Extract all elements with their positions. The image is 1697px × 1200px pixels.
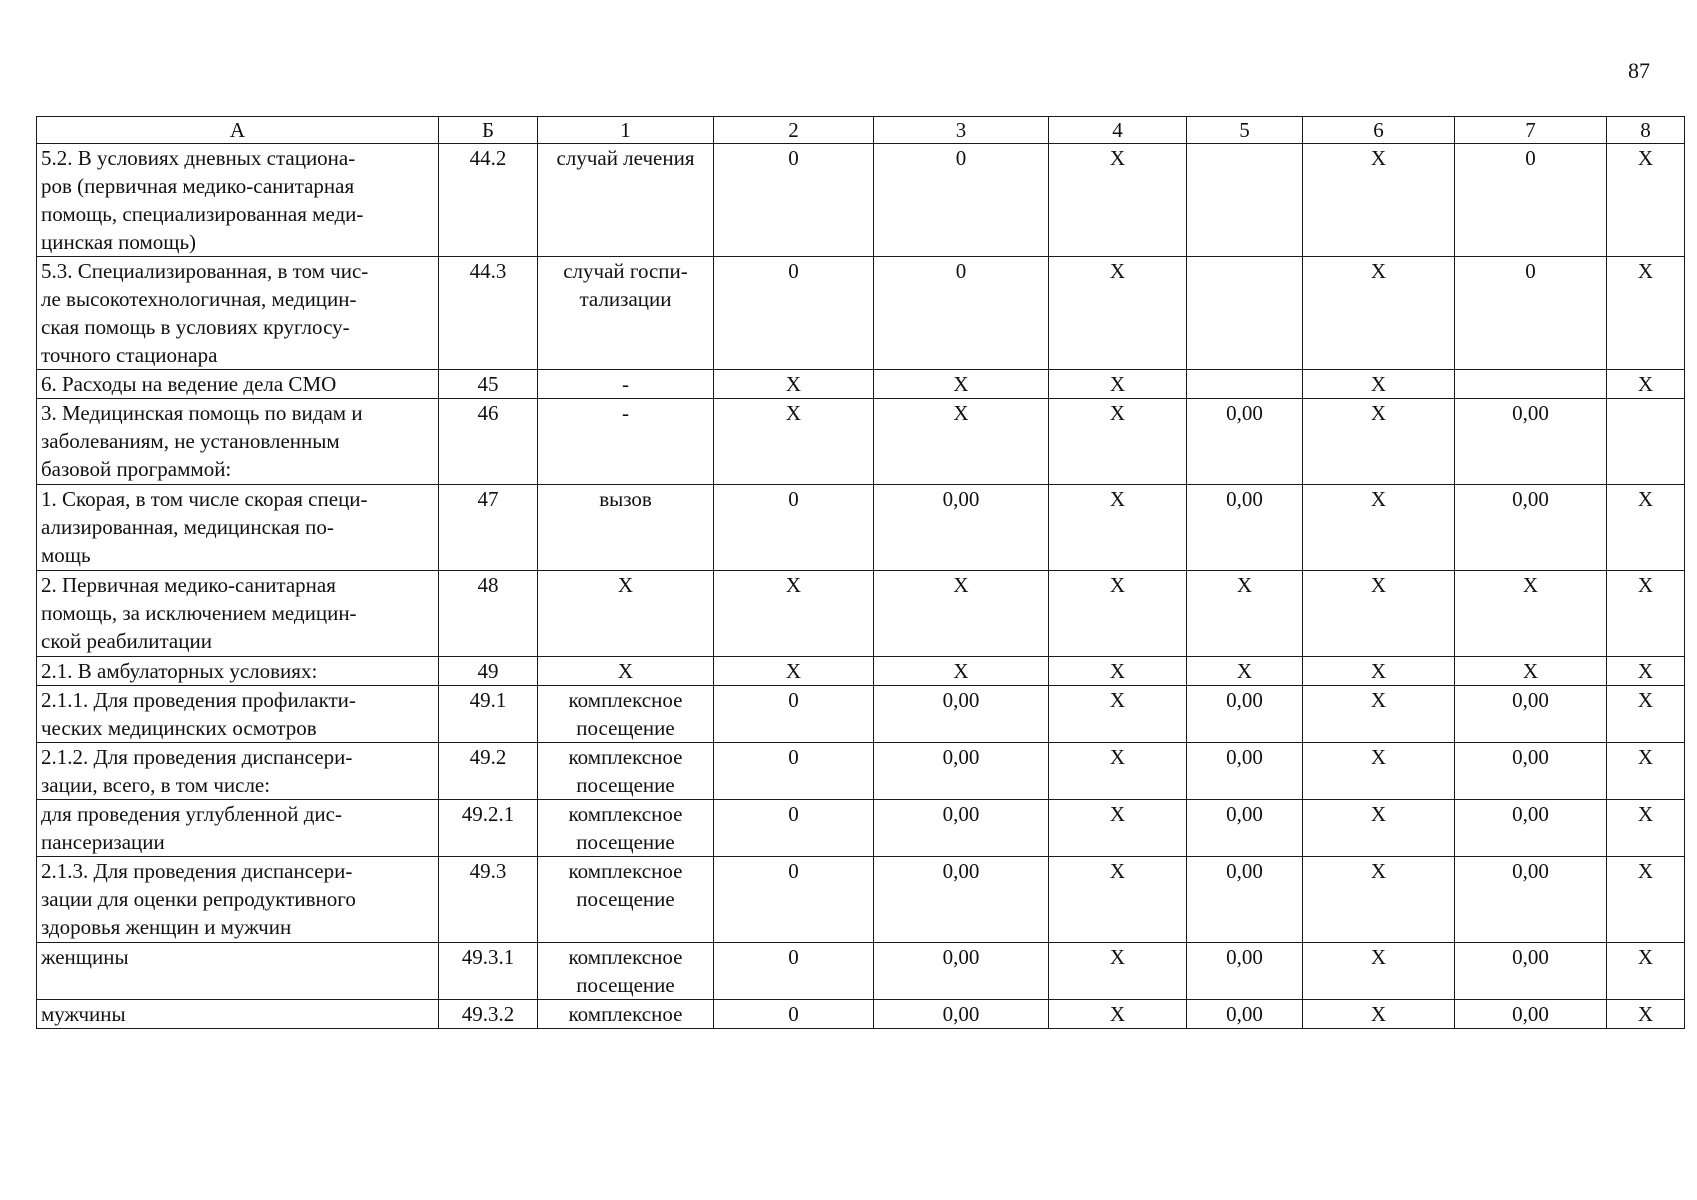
- value-col-2: 0: [714, 485, 874, 571]
- unit-cell: комплексное посещение: [538, 800, 714, 857]
- value-col-2: 0: [714, 144, 874, 257]
- value-col-7: 0,00: [1455, 857, 1607, 943]
- column-header: 3: [874, 117, 1049, 144]
- row-label: женщины: [37, 943, 439, 1000]
- row-code: 49: [439, 657, 538, 686]
- row-code: 45: [439, 370, 538, 399]
- row-code: 49.3.1: [439, 943, 538, 1000]
- unit-cell: комплексное посещение: [538, 857, 714, 943]
- value-col-3: 0,00: [874, 800, 1049, 857]
- value-col-3: 0,00: [874, 943, 1049, 1000]
- value-col-6: X: [1303, 257, 1455, 370]
- row-code: 46: [439, 399, 538, 485]
- value-col-8: X: [1607, 144, 1685, 257]
- value-col-6: X: [1303, 743, 1455, 800]
- row-code: 44.2: [439, 144, 538, 257]
- value-col-6: X: [1303, 943, 1455, 1000]
- table-row: [37, 144, 1685, 257]
- value-col-7: 0: [1455, 257, 1607, 370]
- unit-cell: X: [538, 657, 714, 686]
- value-col-3: X: [874, 657, 1049, 686]
- value-col-7: [1455, 370, 1607, 399]
- table-row: [37, 257, 1685, 370]
- value-col-5: 0,00: [1187, 1000, 1303, 1029]
- value-col-5: [1187, 144, 1303, 257]
- row-label: 3. Медицинская помощь по видам и заболеваниям, не установленным базовой программой:: [37, 399, 439, 485]
- row-code: 49.3.2: [439, 1000, 538, 1029]
- value-col-3: 0: [874, 257, 1049, 370]
- column-header: Б: [439, 117, 538, 144]
- unit-cell: комплексное посещение: [538, 686, 714, 743]
- unit-cell: -: [538, 370, 714, 399]
- value-col-5: 0,00: [1187, 743, 1303, 800]
- column-header: 7: [1455, 117, 1607, 144]
- row-label: 2.1. В амбулаторных условиях:: [37, 657, 439, 686]
- column-header: А: [37, 117, 439, 144]
- value-col-4: X: [1049, 686, 1187, 743]
- row-label: 5.3. Специализированная, в том чис- ле высокотехнологичная, медицин- ская помощь в условиях круглосу- точного стационара: [37, 257, 439, 370]
- value-col-5: X: [1187, 657, 1303, 686]
- table-row: [37, 743, 1685, 800]
- row-label: 2.1.1. Для проведения профилакти- ческих медицинских осмотров: [37, 686, 439, 743]
- table-row: [37, 571, 1685, 657]
- value-col-3: X: [874, 571, 1049, 657]
- column-header: 6: [1303, 117, 1455, 144]
- row-label: 6. Расходы на ведение дела СМО: [37, 370, 439, 399]
- table-row: [37, 370, 1685, 399]
- unit-cell: X: [538, 571, 714, 657]
- row-label: 1. Скорая, в том числе скорая специ- ализированная, медицинская по- мощь: [37, 485, 439, 571]
- value-col-8: X: [1607, 485, 1685, 571]
- value-col-5: 0,00: [1187, 399, 1303, 485]
- table-row: [37, 857, 1685, 943]
- unit-cell: вызов: [538, 485, 714, 571]
- value-col-8: [1607, 399, 1685, 485]
- value-col-8: X: [1607, 943, 1685, 1000]
- row-label: 2.1.2. Для проведения диспансери- зации, всего, в том числе:: [37, 743, 439, 800]
- value-col-8: X: [1607, 857, 1685, 943]
- table-body: [37, 144, 1685, 1029]
- page-number: 87: [1628, 58, 1650, 83]
- value-col-5: 0,00: [1187, 686, 1303, 743]
- value-col-7: 0,00: [1455, 800, 1607, 857]
- row-label: 2. Первичная медико-санитарная помощь, за исключением медицин- ской реабилитации: [37, 571, 439, 657]
- value-col-4: X: [1049, 943, 1187, 1000]
- value-col-3: 0,00: [874, 743, 1049, 800]
- value-col-3: 0: [874, 144, 1049, 257]
- value-col-4: X: [1049, 485, 1187, 571]
- row-label: 2.1.3. Для проведения диспансери- зации для оценки репродуктивного здоровья женщин и мужчин: [37, 857, 439, 943]
- value-col-2: X: [714, 657, 874, 686]
- value-col-2: X: [714, 571, 874, 657]
- value-col-5: [1187, 370, 1303, 399]
- unit-cell: случай госпи- тализации: [538, 257, 714, 370]
- value-col-7: 0,00: [1455, 743, 1607, 800]
- row-code: 49.3: [439, 857, 538, 943]
- value-col-5: 0,00: [1187, 943, 1303, 1000]
- row-code: 47: [439, 485, 538, 571]
- column-header: 1: [538, 117, 714, 144]
- value-col-5: X: [1187, 571, 1303, 657]
- value-col-4: X: [1049, 257, 1187, 370]
- value-col-5: 0,00: [1187, 485, 1303, 571]
- table-row: [37, 800, 1685, 857]
- value-col-3: X: [874, 370, 1049, 399]
- row-label: для проведения углубленной дис- пансеризации: [37, 800, 439, 857]
- value-col-4: X: [1049, 144, 1187, 257]
- value-col-6: X: [1303, 800, 1455, 857]
- row-code: 49.2.1: [439, 800, 538, 857]
- table-row: [37, 943, 1685, 1000]
- row-code: 49.2: [439, 743, 538, 800]
- value-col-4: X: [1049, 657, 1187, 686]
- data-table: [36, 116, 1685, 1029]
- unit-cell: комплексное посещение: [538, 943, 714, 1000]
- value-col-7: 0,00: [1455, 399, 1607, 485]
- value-col-6: X: [1303, 399, 1455, 485]
- row-label: мужчины: [37, 1000, 439, 1029]
- value-col-2: 0: [714, 686, 874, 743]
- value-col-4: X: [1049, 571, 1187, 657]
- value-col-2: 0: [714, 857, 874, 943]
- value-col-4: X: [1049, 399, 1187, 485]
- value-col-3: 0,00: [874, 485, 1049, 571]
- value-col-2: X: [714, 399, 874, 485]
- table-row: [37, 1000, 1685, 1029]
- row-code: 44.3: [439, 257, 538, 370]
- value-col-8: X: [1607, 370, 1685, 399]
- value-col-6: X: [1303, 485, 1455, 571]
- table-header-row: [37, 117, 1685, 144]
- column-header: 8: [1607, 117, 1685, 144]
- value-col-2: 0: [714, 1000, 874, 1029]
- value-col-6: X: [1303, 571, 1455, 657]
- value-col-6: X: [1303, 370, 1455, 399]
- value-col-7: 0,00: [1455, 686, 1607, 743]
- table-row: [37, 686, 1685, 743]
- value-col-2: 0: [714, 257, 874, 370]
- value-col-4: X: [1049, 743, 1187, 800]
- value-col-4: X: [1049, 1000, 1187, 1029]
- value-col-7: 0: [1455, 144, 1607, 257]
- value-col-7: X: [1455, 657, 1607, 686]
- unit-cell: комплексное посещение: [538, 743, 714, 800]
- column-header: 5: [1187, 117, 1303, 144]
- unit-cell: -: [538, 399, 714, 485]
- value-col-6: X: [1303, 686, 1455, 743]
- value-col-6: X: [1303, 857, 1455, 943]
- value-col-3: X: [874, 399, 1049, 485]
- value-col-6: X: [1303, 144, 1455, 257]
- row-code: 48: [439, 571, 538, 657]
- column-header: 4: [1049, 117, 1187, 144]
- value-col-7: 0,00: [1455, 1000, 1607, 1029]
- value-col-6: X: [1303, 1000, 1455, 1029]
- value-col-3: 0,00: [874, 857, 1049, 943]
- table-row: [37, 399, 1685, 485]
- row-code: 49.1: [439, 686, 538, 743]
- value-col-4: X: [1049, 370, 1187, 399]
- value-col-7: X: [1455, 571, 1607, 657]
- value-col-7: 0,00: [1455, 943, 1607, 1000]
- value-col-8: X: [1607, 657, 1685, 686]
- value-col-7: 0,00: [1455, 485, 1607, 571]
- value-col-3: 0,00: [874, 1000, 1049, 1029]
- value-col-5: 0,00: [1187, 857, 1303, 943]
- value-col-8: X: [1607, 571, 1685, 657]
- value-col-2: X: [714, 370, 874, 399]
- table-row: [37, 657, 1685, 686]
- value-col-8: X: [1607, 1000, 1685, 1029]
- row-label: 5.2. В условиях дневных стациона- ров (первичная медико-санитарная помощь, специализированная меди- цинская помощь): [37, 144, 439, 257]
- value-col-8: X: [1607, 257, 1685, 370]
- value-col-8: X: [1607, 686, 1685, 743]
- column-header: 2: [714, 117, 874, 144]
- value-col-5: 0,00: [1187, 800, 1303, 857]
- unit-cell: комплексное: [538, 1000, 714, 1029]
- value-col-2: 0: [714, 743, 874, 800]
- table-row: [37, 485, 1685, 571]
- unit-cell: случай лечения: [538, 144, 714, 257]
- value-col-4: X: [1049, 800, 1187, 857]
- value-col-6: X: [1303, 657, 1455, 686]
- value-col-8: X: [1607, 800, 1685, 857]
- value-col-2: 0: [714, 943, 874, 1000]
- value-col-5: [1187, 257, 1303, 370]
- value-col-8: X: [1607, 743, 1685, 800]
- value-col-2: 0: [714, 800, 874, 857]
- value-col-4: X: [1049, 857, 1187, 943]
- value-col-3: 0,00: [874, 686, 1049, 743]
